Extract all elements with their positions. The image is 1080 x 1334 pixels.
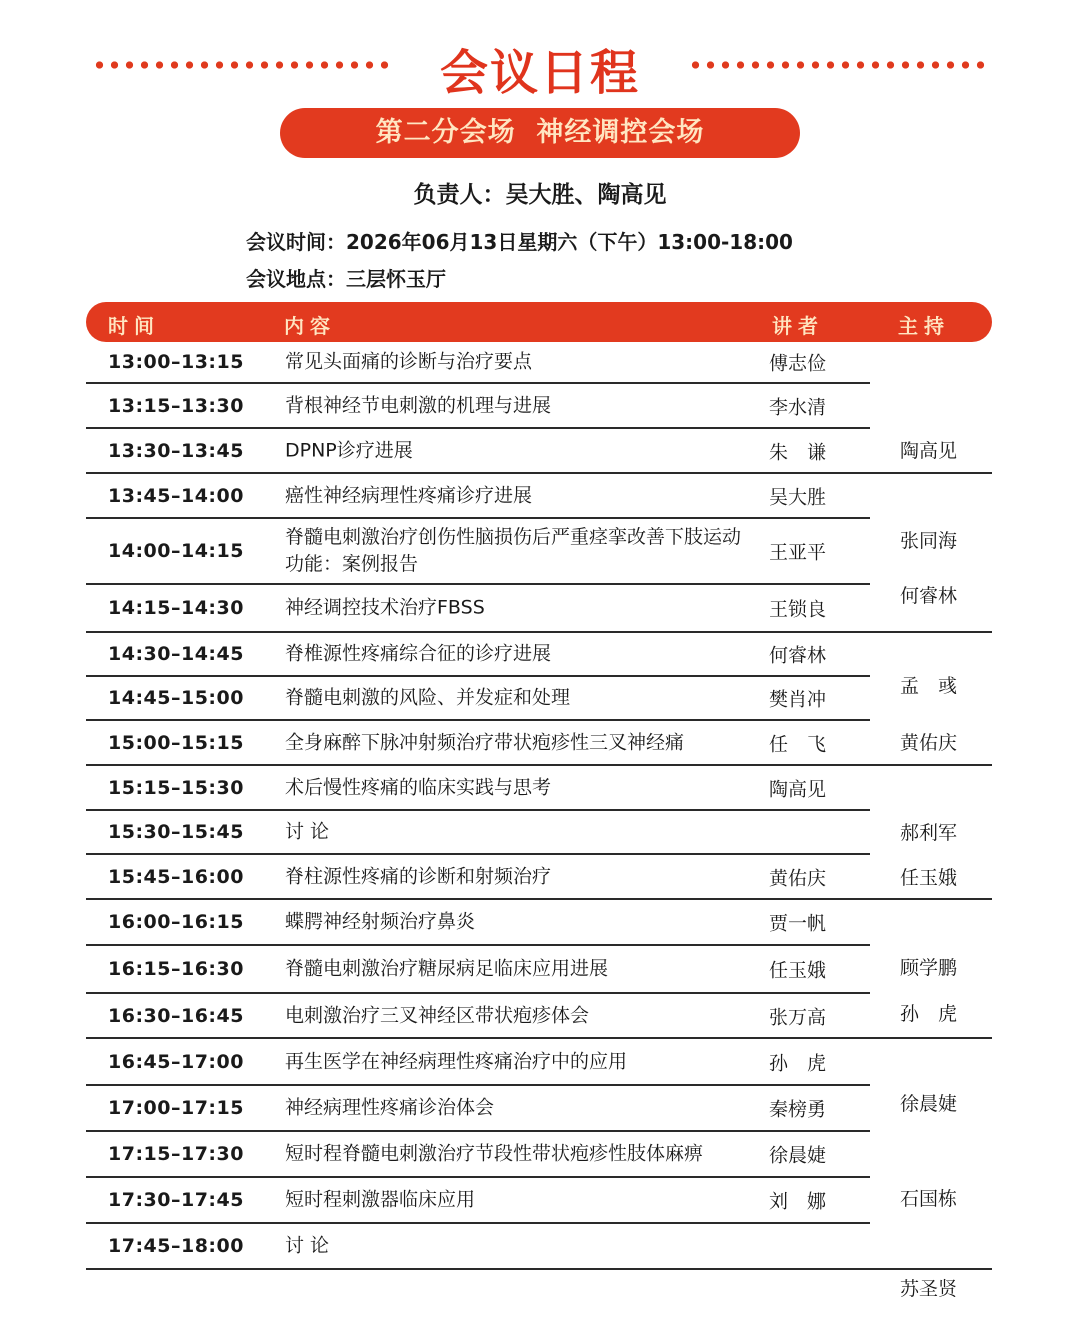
schedule-row: [86, 474, 870, 517]
schedule-row: [86, 342, 870, 382]
header-time: 时间: [108, 314, 160, 338]
schedule-row: [86, 1132, 870, 1176]
host-name: 任玉娥: [900, 867, 958, 889]
row-time: 17:00–17:15: [108, 1097, 244, 1119]
host-name: 顾学鹏: [900, 957, 958, 979]
host-name: 孟 彧: [900, 675, 958, 697]
row-time: 17:30–17:45: [108, 1189, 244, 1211]
row-speaker: 秦榜勇: [769, 1098, 827, 1121]
row-content: 脊髓电刺激治疗创伤性脑损伤后严重痉挛改善下肢运动功能：案例报告: [285, 526, 742, 575]
row-content: 蝶腭神经射频治疗鼻炎: [285, 910, 476, 933]
host-name: 徐晨婕: [900, 1093, 958, 1115]
organizers: 负责人：吴大胜、陶高见: [413, 182, 667, 208]
row-time: 14:45–15:00: [108, 687, 244, 709]
row-content: 术后慢性疼痛的临床实践与思考: [285, 776, 552, 798]
schedule-row: [86, 721, 870, 764]
row-speaker: 任 飞: [769, 733, 827, 755]
page-title: 会议日程: [439, 45, 640, 101]
title-row: [0, 28, 1080, 102]
host-name: 石国栋: [900, 1188, 958, 1210]
row-speaker: 刘 娜: [769, 1190, 827, 1213]
header-content: 内容: [284, 314, 336, 338]
header-speaker: 讲者: [772, 314, 824, 338]
schedule-row: [86, 946, 870, 992]
row-speaker: 徐晨婕: [769, 1144, 827, 1167]
row-content: 全身麻醉下脉冲射频治疗带状疱疹性三叉神经痛: [285, 731, 685, 753]
row-content: 讨 论: [285, 1234, 330, 1257]
decorative-dots-right: [688, 58, 988, 72]
row-time: 17:15–17:30: [108, 1143, 244, 1165]
session-banner: 第二分会场 神经调控会场: [280, 108, 800, 158]
row-time: 15:00–15:15: [108, 731, 244, 754]
schedule-row: [86, 900, 870, 944]
host-name: 黄佑庆: [900, 732, 958, 754]
host-name: 陶高见: [900, 440, 958, 462]
row-speaker: 傅志俭: [769, 352, 827, 375]
schedule-row: [86, 519, 870, 583]
row-time: 13:30–13:45: [108, 439, 244, 462]
schedule-row: [86, 994, 870, 1037]
host-name: 何睿林: [900, 585, 958, 607]
row-time: 15:30–15:45: [108, 821, 244, 843]
header-host: 主持: [898, 314, 950, 338]
row-content: 脊髓电刺激治疗糖尿病足临床应用进展: [285, 957, 609, 980]
row-content: 短时程脊髓电刺激治疗节段性带状疱疹性肢体麻痹: [285, 1142, 704, 1165]
row-time: 15:15–15:30: [108, 776, 244, 799]
row-content: 脊髓电刺激的风险、并发症和处理: [285, 686, 571, 709]
meeting-place: 会议地点：三层怀玉厅: [246, 267, 446, 291]
row-time: 17:45–18:00: [108, 1235, 244, 1257]
row-speaker: 黄佑庆: [769, 867, 827, 889]
host-name: 张同海: [900, 530, 958, 552]
row-time: 16:45–17:00: [108, 1050, 244, 1073]
row-content: 常见头面痛的诊断与治疗要点: [285, 350, 533, 373]
row-content: 癌性神经病理性疼痛诊疗进展: [285, 484, 533, 506]
schedule-row: [86, 1086, 870, 1130]
row-content: 脊柱源性疼痛的诊断和射频治疗: [285, 865, 552, 887]
row-speaker: 张万高: [769, 1006, 827, 1028]
schedule-table-header: [86, 302, 992, 342]
row-time: 16:15–16:30: [108, 958, 244, 980]
row-time: 16:00–16:15: [108, 911, 244, 933]
row-time: 14:00–14:15: [108, 540, 244, 562]
row-speaker: 陶高见: [769, 778, 827, 800]
row-speaker: 王亚平: [769, 541, 827, 564]
row-speaker: 朱 谦: [769, 441, 827, 463]
schedule-row: [86, 429, 870, 472]
row-speaker: 贾一帆: [769, 912, 827, 935]
schedule-row: [86, 677, 870, 719]
row-time: 15:45–16:00: [108, 865, 244, 888]
host-name: 苏圣贤: [900, 1278, 958, 1300]
row-speaker: 王锁良: [769, 598, 827, 621]
row-time: 13:00–13:15: [108, 351, 244, 373]
schedule-row: [86, 855, 870, 898]
row-speaker: 何睿林: [769, 644, 827, 667]
row-content: 短时程刺激器临床应用: [285, 1188, 476, 1211]
host-group: [900, 939, 990, 1149]
row-speaker: 任玉娥: [769, 959, 827, 982]
schedule-row: [86, 1178, 870, 1222]
row-content: 再生医学在神经病理性疼痛治疗中的应用: [285, 1050, 628, 1072]
schedule-row: [86, 585, 870, 631]
schedule-row: [86, 766, 870, 809]
row-content: 背根神经节电刺激的机理与进展: [285, 394, 552, 416]
host-name: 郝利军: [900, 822, 958, 844]
row-time: 16:30–16:45: [108, 1004, 244, 1027]
row-speaker: 孙 虎: [769, 1052, 827, 1074]
row-speaker: 吴大胜: [769, 486, 827, 508]
host-name: 孙 虎: [900, 1003, 958, 1025]
row-time: 13:45–14:00: [108, 484, 244, 507]
row-time: 13:15–13:30: [108, 394, 244, 417]
row-speaker: 樊肖冲: [769, 688, 827, 711]
row-time: 14:15–14:30: [108, 597, 244, 619]
host-group: [900, 1124, 990, 1334]
meeting-time: 会议时间：2026年06月13日星期六（下午）13:00-18:00: [246, 230, 793, 254]
row-content: 电刺激治疗三叉神经区带状疱疹体会: [285, 1004, 590, 1026]
row-content: 讨 论: [285, 820, 330, 843]
row-content: 脊椎源性疼痛综合征的诊疗进展: [285, 642, 552, 665]
schedule-row: [86, 1224, 870, 1268]
schedule-row: [86, 384, 870, 427]
row-time: 14:30–14:45: [108, 643, 244, 665]
row-content: 神经调控技术治疗FBSS: [285, 596, 485, 619]
row-speaker: 李水清: [769, 396, 827, 418]
schedule-row: [86, 811, 870, 853]
row-content: DPNP诊疗进展: [285, 439, 413, 461]
group-divider: [86, 1268, 992, 1270]
schedule-row: [86, 633, 870, 675]
schedule-row: [86, 1039, 870, 1084]
row-content: 神经病理性疼痛诊治体会: [285, 1096, 495, 1119]
